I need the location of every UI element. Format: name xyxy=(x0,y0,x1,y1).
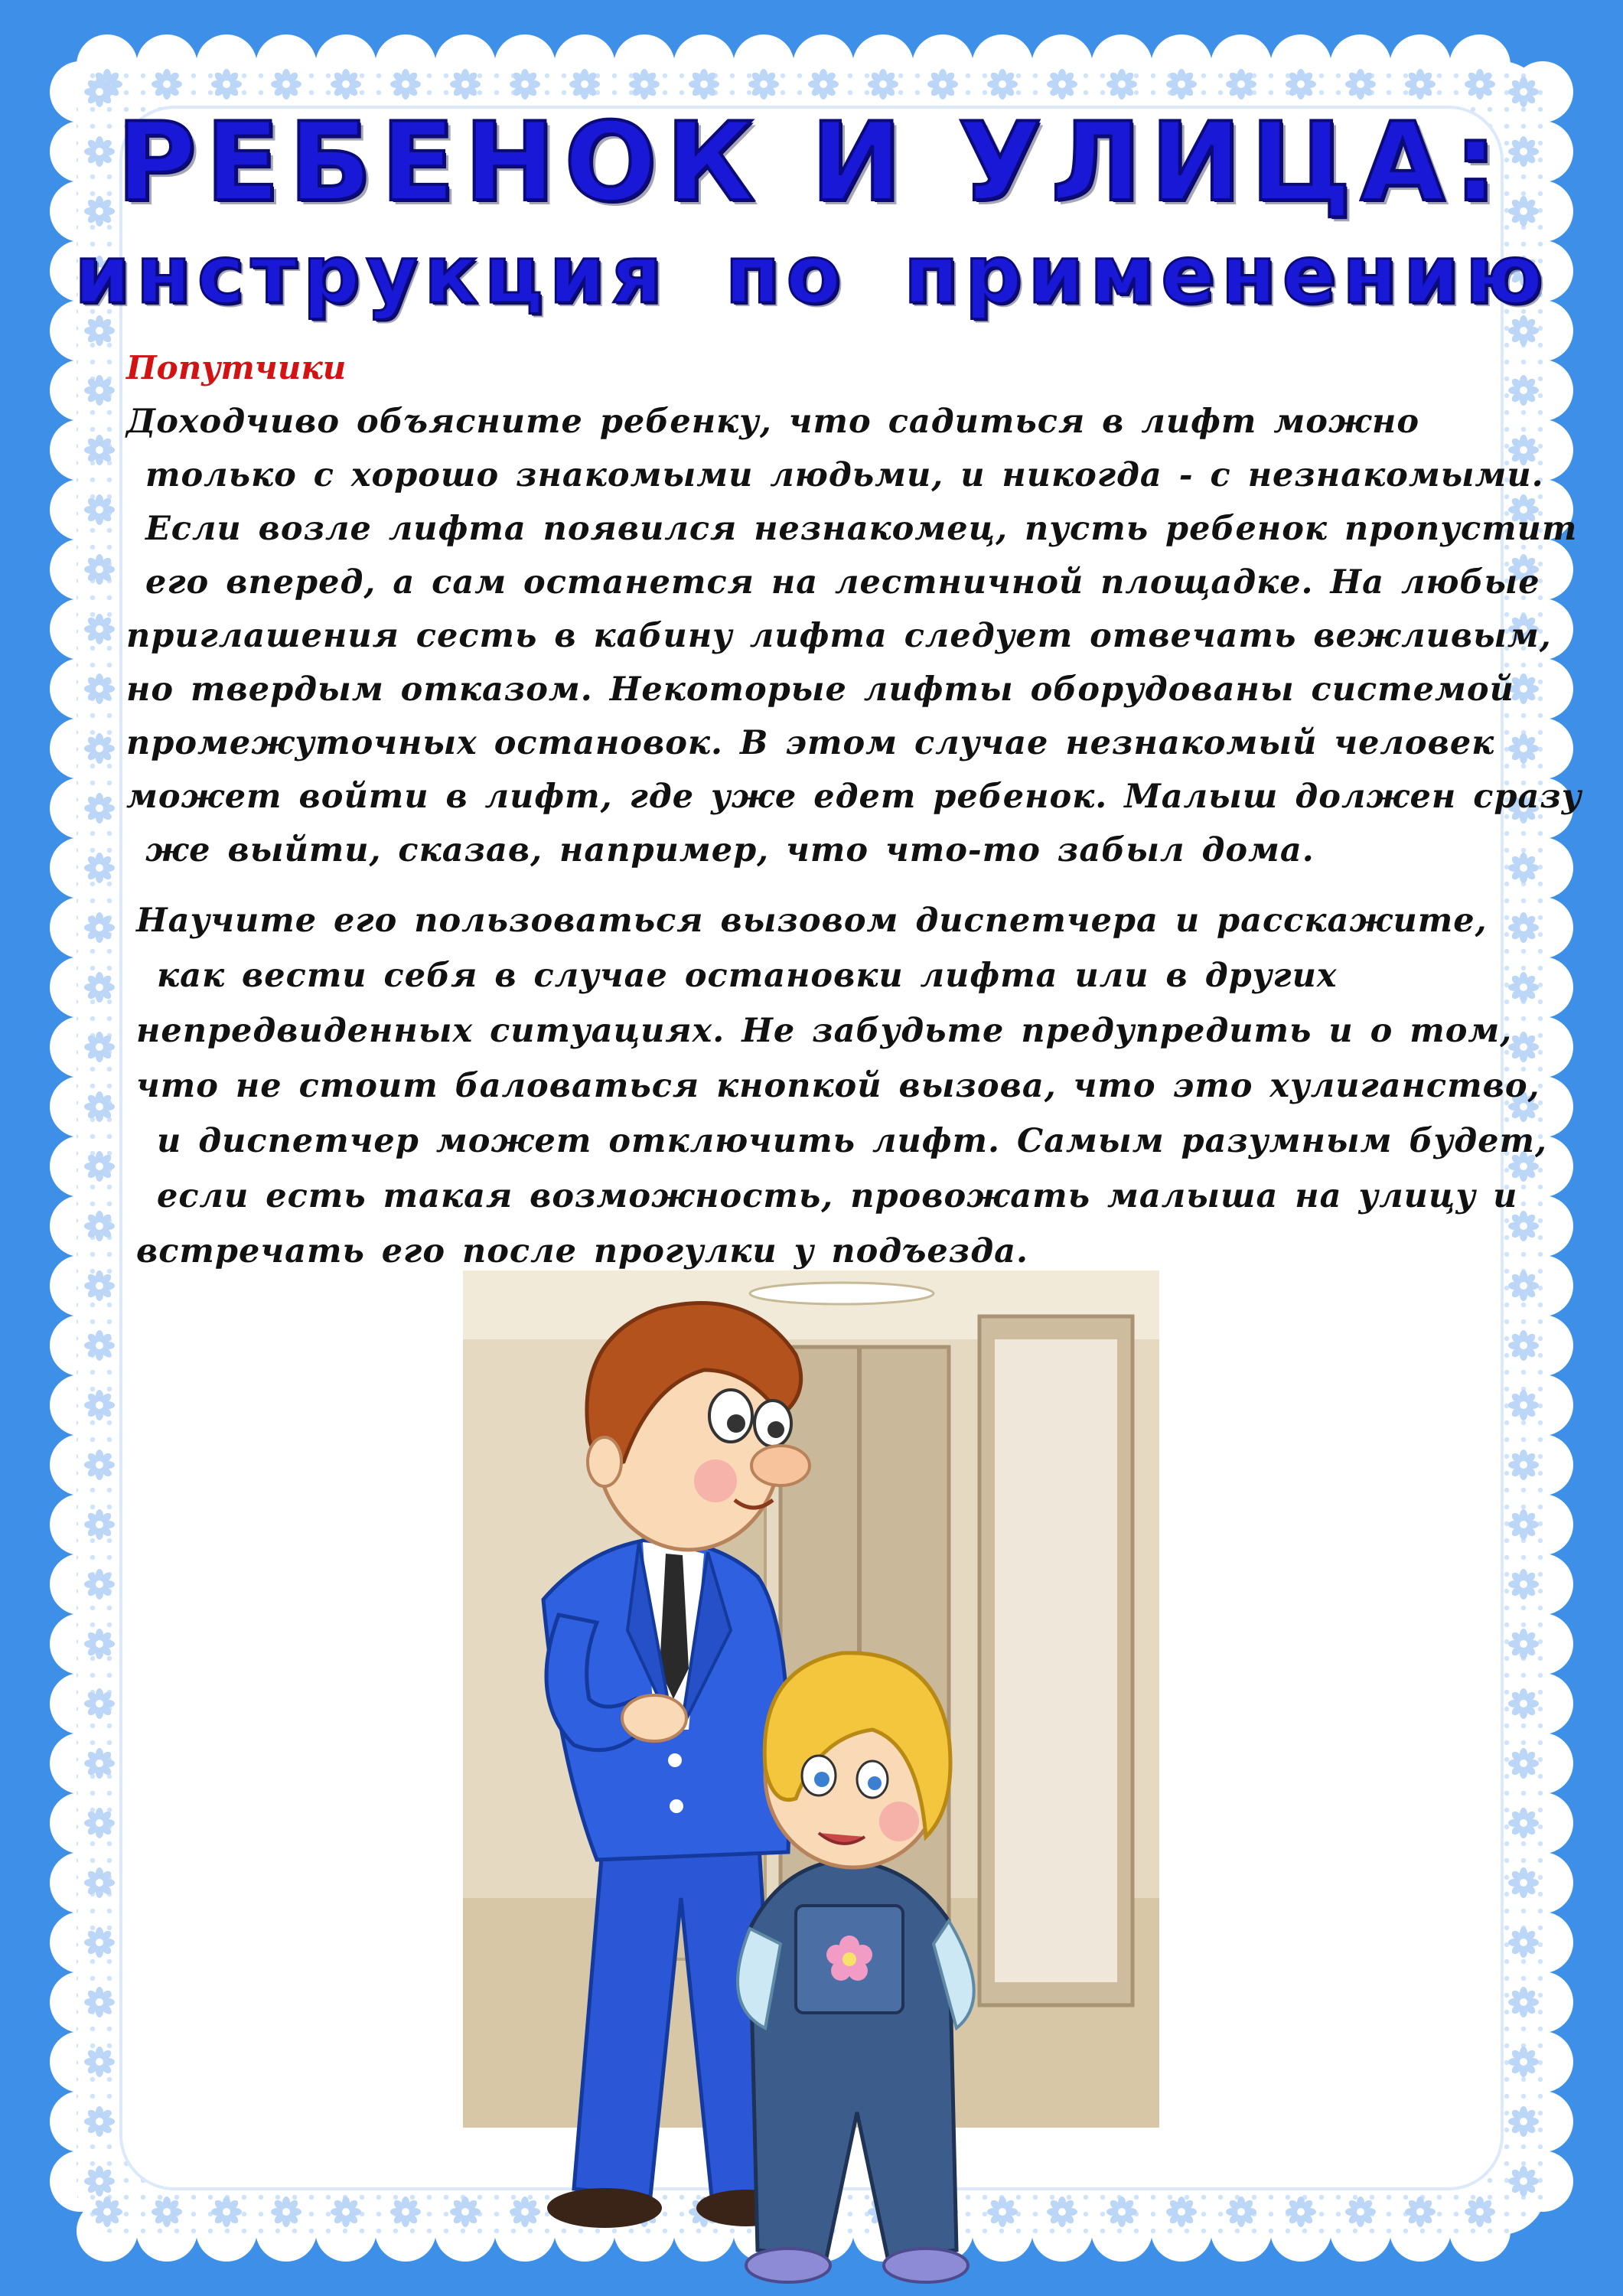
lace-flower xyxy=(1405,2197,1436,2227)
lace-flower xyxy=(84,1091,115,1122)
lace-flower xyxy=(1508,1808,1539,1838)
lace-flower xyxy=(1166,2197,1197,2227)
paragraph-line: встречать его после прогулки у подъезда. xyxy=(136,1232,1028,1270)
lace-flower xyxy=(510,69,540,99)
lace-flower xyxy=(84,1032,115,1062)
lace-flower xyxy=(629,69,660,99)
lace-flower xyxy=(92,2197,122,2227)
lace-flower xyxy=(1508,853,1539,883)
lace-flower xyxy=(152,69,182,99)
paragraph-line: Научите его пользоваться вызовом диспетчера и расскажите, xyxy=(136,902,1488,940)
lace-flower xyxy=(84,1270,115,1301)
lace-flower xyxy=(1508,2166,1539,2197)
paragraph-line: только с хорошо знакомыми людьми, и никогда - с незнакомыми. xyxy=(145,456,1544,494)
lace-flower xyxy=(271,69,301,99)
lace-flower xyxy=(1286,2197,1316,2227)
lace-flower xyxy=(331,2197,361,2227)
paragraph-line: что не стоит баловаться кнопкой вызова, что это хулиганство, xyxy=(136,1067,1540,1105)
lace-flower xyxy=(84,1211,115,1241)
lace-flower xyxy=(987,69,1018,99)
lace-flower xyxy=(390,2197,421,2227)
lace-flower xyxy=(927,69,958,99)
lace-flower xyxy=(1166,69,1197,99)
paragraph-line: если есть такая возможность, провожать малыша на улицу и xyxy=(157,1177,1518,1215)
lace-flower xyxy=(868,69,898,99)
lace-flower xyxy=(84,1390,115,1420)
lace-flower xyxy=(84,733,115,764)
lace-flower xyxy=(1226,2197,1256,2227)
lace-flower xyxy=(1508,972,1539,1003)
lace-flower xyxy=(1508,375,1539,406)
lace-flower xyxy=(1508,1211,1539,1241)
lace-flower xyxy=(84,1509,115,1540)
lace-flower xyxy=(84,1151,115,1182)
lace-flower xyxy=(1508,1270,1539,1301)
paragraph-line: его вперед, а сам останется на лестничной площадке. На любые xyxy=(145,563,1540,602)
paragraph-line: промежуточных остановок. В этом случае незнакомый человек xyxy=(126,724,1495,762)
lace-flower xyxy=(1508,912,1539,943)
lace-flower xyxy=(331,69,361,99)
lace-flower xyxy=(1508,2047,1539,2077)
lace-flower xyxy=(84,1748,115,1779)
lace-flower xyxy=(84,1330,115,1361)
lace-flower xyxy=(211,2197,242,2227)
paragraph-line: же выйти, сказав, например, что что-то забыл дома. xyxy=(145,831,1315,869)
lace-flower xyxy=(1508,1390,1539,1420)
lace-flower xyxy=(1405,69,1436,99)
lace-flower xyxy=(152,2197,182,2227)
paragraph-line: Если возле лифта появился незнакомец, пусть ребенок пропустит xyxy=(145,510,1578,548)
lace-flower xyxy=(689,69,719,99)
lace-flower xyxy=(211,69,242,99)
paragraph-line: Доходчиво объясните ребенку, что садиться в лифт можно xyxy=(126,403,1420,441)
lace-flower xyxy=(1508,2106,1539,2137)
lace-flower xyxy=(1508,1330,1539,1361)
lace-flower xyxy=(84,912,115,943)
lace-flower xyxy=(1286,69,1316,99)
paragraph-line: может войти в лифт, где уже едет ребенок. Малыш должен сразу xyxy=(126,778,1582,816)
lace-flower xyxy=(84,972,115,1003)
lace-flower xyxy=(450,69,481,99)
lace-flower xyxy=(1508,1450,1539,1480)
lace-flower xyxy=(1508,1688,1539,1719)
lace-flower xyxy=(84,1987,115,2017)
man-and-child-illustration xyxy=(459,1270,1163,2296)
lace-flower xyxy=(1465,69,1495,99)
lace-flower xyxy=(84,1867,115,1898)
paragraph-line: как вести себя в случае остановки лифта или в других xyxy=(157,957,1338,995)
lace-flower xyxy=(84,793,115,823)
lace-flower xyxy=(808,69,839,99)
lace-flower xyxy=(390,69,421,99)
lace-flower xyxy=(84,375,115,406)
lace-flower xyxy=(84,2166,115,2197)
lace-flower xyxy=(1508,1987,1539,2017)
lace-flower xyxy=(569,69,600,99)
section-heading: Попутчики xyxy=(126,349,347,386)
lace-flower xyxy=(1465,2197,1495,2227)
lace-flower xyxy=(84,1629,115,1659)
paragraph-line: приглашения сесть в кабину лифта следует отвечать вежливым, xyxy=(126,617,1552,655)
lace-flower xyxy=(84,1688,115,1719)
paragraph-line: но твердым отказом. Некоторые лифты оборудованы системой xyxy=(126,670,1514,709)
lace-flower xyxy=(1508,1867,1539,1898)
lace-flower xyxy=(84,1450,115,1480)
lace-flower xyxy=(1508,1748,1539,1779)
lace-flower xyxy=(271,2197,301,2227)
lace-flower xyxy=(84,494,115,525)
lace-flower xyxy=(1508,733,1539,764)
lace-flower xyxy=(1345,69,1376,99)
lace-flower xyxy=(1345,2197,1376,2227)
lace-flower xyxy=(84,2106,115,2137)
paragraph-line: и диспетчер может отключить лифт. Самым разумным будет, xyxy=(157,1122,1547,1160)
paragraph-line: непредвиденных ситуациях. Не забудьте предупредить и о том, xyxy=(136,1012,1513,1050)
lace-flower xyxy=(1508,1569,1539,1600)
lace-flower xyxy=(84,435,115,465)
lace-flower xyxy=(1508,1629,1539,1659)
lace-flower xyxy=(84,1569,115,1600)
lace-flower xyxy=(1226,69,1256,99)
lace-flower xyxy=(84,1927,115,1958)
lace-flower xyxy=(1508,1927,1539,1958)
lace-flower xyxy=(84,853,115,883)
lace-flower xyxy=(84,614,115,644)
lace-flower xyxy=(84,1808,115,1838)
lace-flower xyxy=(84,673,115,704)
lace-flower xyxy=(1106,69,1137,99)
lace-flower xyxy=(748,69,779,99)
lace-flower xyxy=(84,2047,115,2077)
page-title: РЕБЕНОК И УЛИЦА: xyxy=(116,99,1507,226)
page-subtitle: инструкция по применению xyxy=(74,228,1549,321)
lace-flower xyxy=(1047,69,1077,99)
lace-flower xyxy=(1508,1509,1539,1540)
lace-flower xyxy=(1508,1032,1539,1062)
lace-flower xyxy=(84,554,115,585)
